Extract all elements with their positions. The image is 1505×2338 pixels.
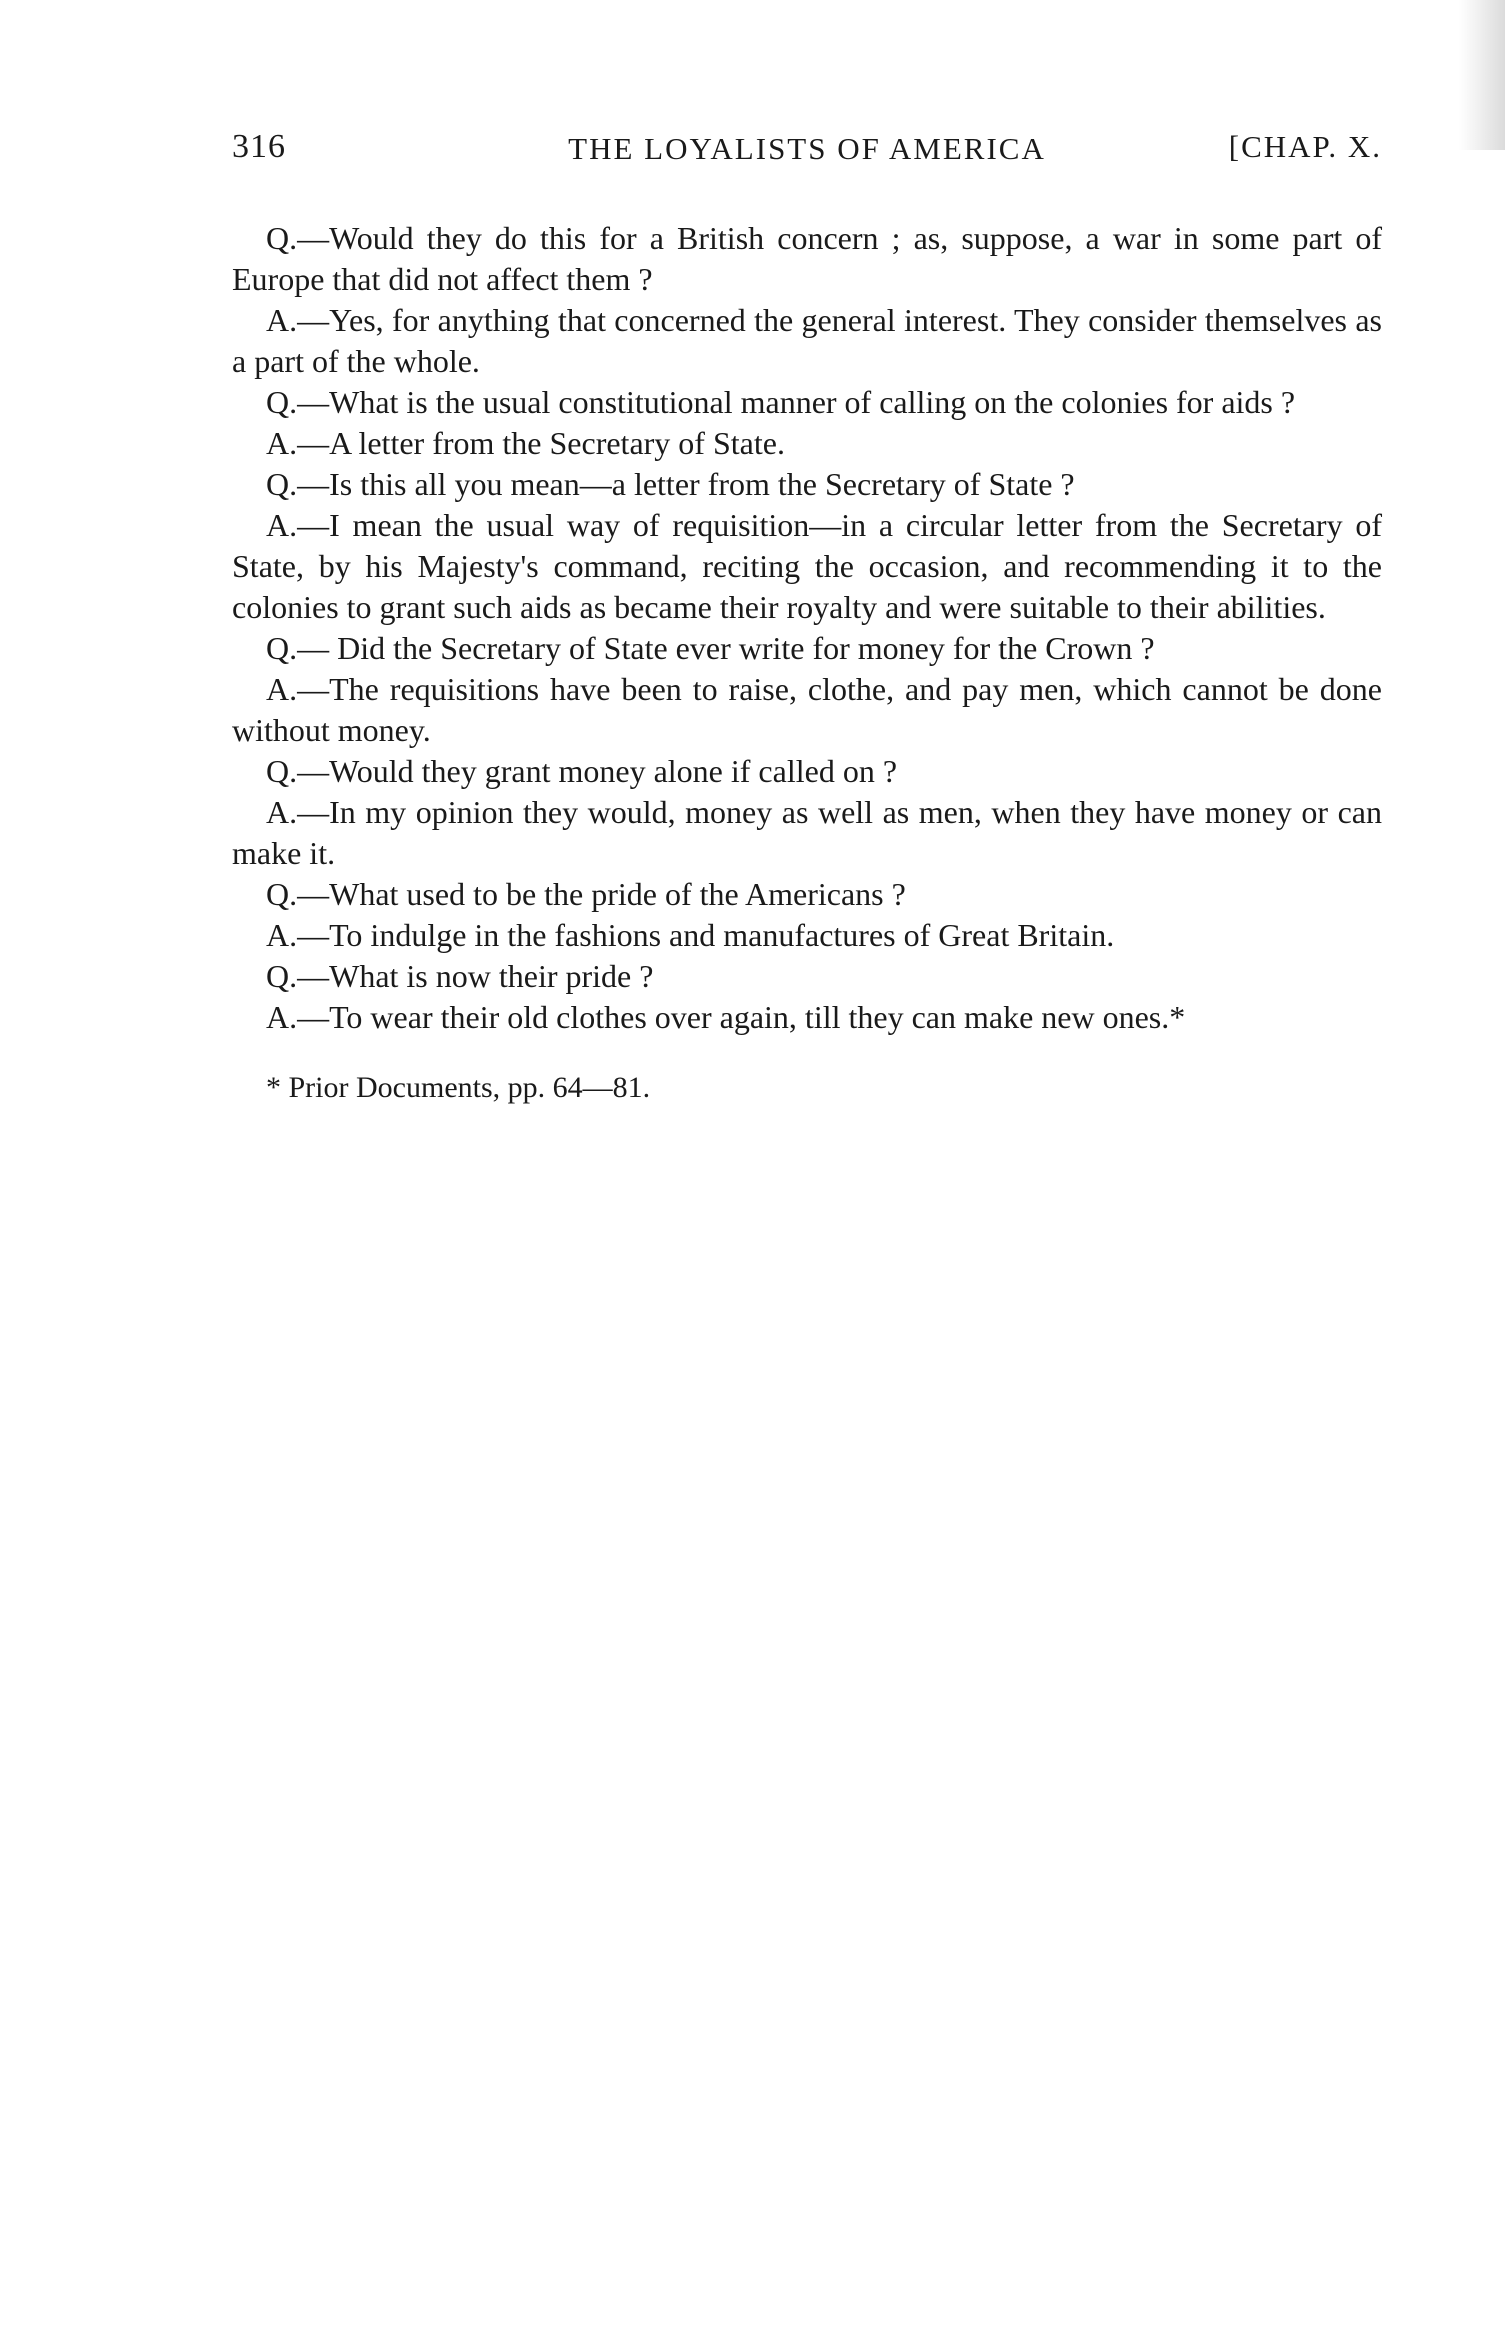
paragraph-q6: Q.—What used to be the pride of the Americans ? <box>266 876 906 912</box>
running-head <box>232 128 1382 178</box>
paragraph-a3: A.—I mean the usual way of requisition—in a circular letter from the Secretary of State, by his Majesty's command, reciting the occasion, and recommending it to the colonies to grant such aids as became their royalty and were suitable to their abilities. <box>232 507 1382 625</box>
paragraph-q3: Q.—Is this all you mean—a letter from the Secretary of State ? <box>266 466 1075 502</box>
chapter-label: [CHAP. X. <box>1228 129 1382 164</box>
paragraph-q7: Q.—What is now their pride ? <box>266 958 654 994</box>
scan-edge-shadow <box>1459 0 1505 150</box>
body-text <box>232 218 1382 1038</box>
paragraph-a7: A.—To wear their old clothes over again, till they can make new ones.* <box>266 999 1186 1035</box>
paragraph-q4: Q.— Did the Secretary of State ever write for money for the Crown ? <box>266 630 1155 666</box>
paragraph-q1: Q.—Would they do this for a British concern ; as, suppose, a war in some part of Europe that did not affect them ? <box>232 220 1382 297</box>
paragraph-a4: A.—The requisitions have been to raise, clothe, and pay men, which cannot be done without money. <box>232 671 1382 748</box>
footnote: * Prior Documents, pp. 64—81. <box>266 1071 651 1104</box>
paragraph-q2: Q.—What is the usual constitutional manner of calling on the colonies for aids ? <box>266 384 1296 420</box>
paragraph-q5: Q.—Would they grant money alone if called on ? <box>266 753 898 789</box>
paragraph-a5: A.—In my opinion they would, money as well as men, when they have money or can make it. <box>232 794 1382 871</box>
book-page <box>232 128 1382 1138</box>
paragraph-a1: A.—Yes, for anything that concerned the general interest. They consider themselves as a part of the whole. <box>232 302 1382 379</box>
running-title: THE LOYALISTS OF AMERICA <box>568 131 1046 166</box>
paragraph-a2: A.—A letter from the Secretary of State. <box>266 425 785 461</box>
paragraph-a6: A.—To indulge in the fashions and manufactures of Great Britain. <box>266 917 1115 953</box>
page-number: 316 <box>232 128 286 165</box>
